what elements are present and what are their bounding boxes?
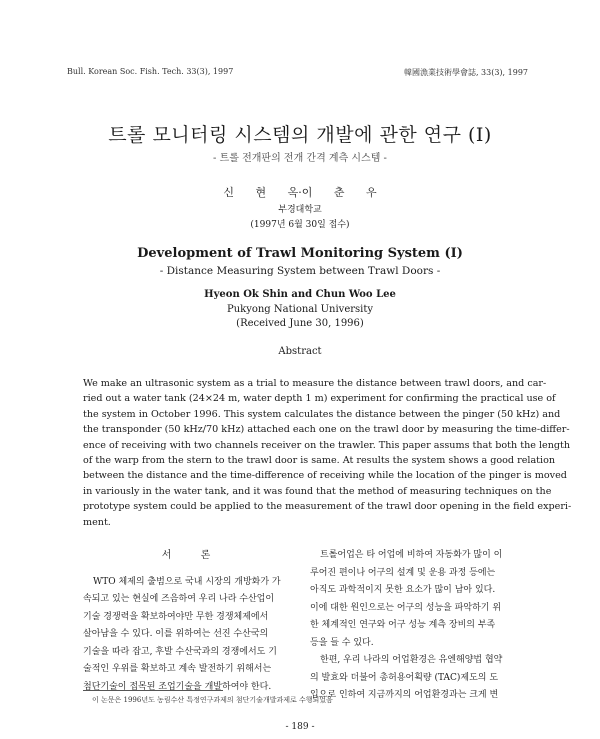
abstract-line: We make an ultrasonic system as a trial to measure the distance between trawl doors, and car- [83,378,547,389]
body-line: 한 체계적인 연구와 어구 성능 계측 장비의 부족 [310,620,496,630]
abstract-heading: Abstract [278,346,322,357]
abstract-line: of the warp from the stern to the trawl door is same. At results the system shows a good relation [83,455,556,467]
abstract-line: in variously in the water tank, and it was found that the method of measuring techniques on the [83,485,552,497]
abstract-line: the transponder (50 kHz/70 kHz) attached each one on the trawl door by measuring the time-differ- [83,424,570,436]
korean-authors: 신 현 옥·이 춘 우 [223,186,377,199]
body-line: 속되고 있는 현실에 즈음하여 우리 나라 수산업이 [83,594,275,604]
english-affiliation: Pukyong National University [226,304,374,315]
body-line: 술적인 우위를 확보하고 계속 발전하기 위해서는 [83,664,272,674]
body-line: 등을 들 수 있다. [310,637,374,648]
journal-header-right: 韓國漁業技術學會誌, 33(3), 1997 [403,68,528,77]
english-title: Development of Trawl Monitoring System (Ⅰ) [137,246,463,261]
abstract-line: ence of receiving with two channels receiver on the trawler. This paper assums that both the length [83,439,571,451]
body-line: 한편, 우리 나라의 어업환경은 유엔해양법 협약 [320,655,503,665]
english-subtitle: - Distance Measuring System between Trawl Doors - [159,265,441,277]
body-line: 트롤어업은 타 어업에 비하여 자동화가 많이 이 [320,550,503,560]
english-received-date: (Received June 30, 1996) [236,318,364,329]
abstract-line: prototype system could be applied to the measurement of the trawl door opening in the field experi- [83,501,572,513]
section-heading-introduction: 서 론 [161,550,211,561]
body-line: 기술 경쟁력을 확보하여야만 무한 경쟁체제에서 [83,611,269,622]
footnote-divider [83,690,223,691]
korean-title: 트롤 모니터링 시스템의 개발에 관한 연구 (Ⅰ) [108,124,492,146]
body-line: 기술을 따라 잡고, 후발 수산국과의 경쟁에서도 기 [83,646,277,657]
abstract-line: the system in October 1996. This system calculates the distance between the pinger (50 kHz) and [83,408,561,420]
body-line: 살아남을 수 있다. 이를 위하여는 선진 수산국의 [83,629,269,639]
body-line: 입으로 인하여 지금까지의 어업환경과는 크게 변 [310,690,499,700]
abstract-line: ried out a water tank (24×24 m, water depth 1 m) experiment for confirming the practical use of [83,393,556,405]
page-number: - 189 - [285,722,315,732]
body-line: 아직도 과학적이지 못한 요소가 많이 남아 있다. [310,585,496,595]
journal-header-left: Bull. Korean Soc. Fish. Tech. 33(3), 1997 [67,67,234,76]
english-authors: Hyeon Ok Shin and Chun Woo Lee [204,289,396,300]
korean-received-date: (1997년 6월 30일 접수) [250,220,350,230]
abstract-line: ment. [83,516,111,528]
body-line: WTO 체제의 출범으로 국내 시장의 개방화가 가 [93,576,281,587]
body-line: 첨단기술이 접목된 조업기술을 개발하여야 한다. [83,681,272,692]
body-line: 이에 대한 원인으로는 어구의 성능을 파악하기 위 [310,602,502,613]
body-line: 루어진 편이나 어구의 설계 및 운용 과정 등에는 [310,567,496,578]
korean-subtitle: - 트롤 전개판의 전개 간격 계측 시스템 - [213,153,387,164]
korean-affiliation: 부경대학교 [278,205,322,215]
abstract-body [83,376,572,530]
footnote: 이 논문은 1996년도 농림수산 특정연구과제의 첨단기술개발과제로 수행되었음 [92,696,333,704]
abstract-line: between the distance and the time-difference of receiving while the location of the pinger is moved [83,470,567,482]
body-line: 의 발효와 더불어 총허용어획량 (TAC)제도의 도 [310,672,499,683]
body-left-column [83,547,289,696]
body-right-column [310,547,516,705]
